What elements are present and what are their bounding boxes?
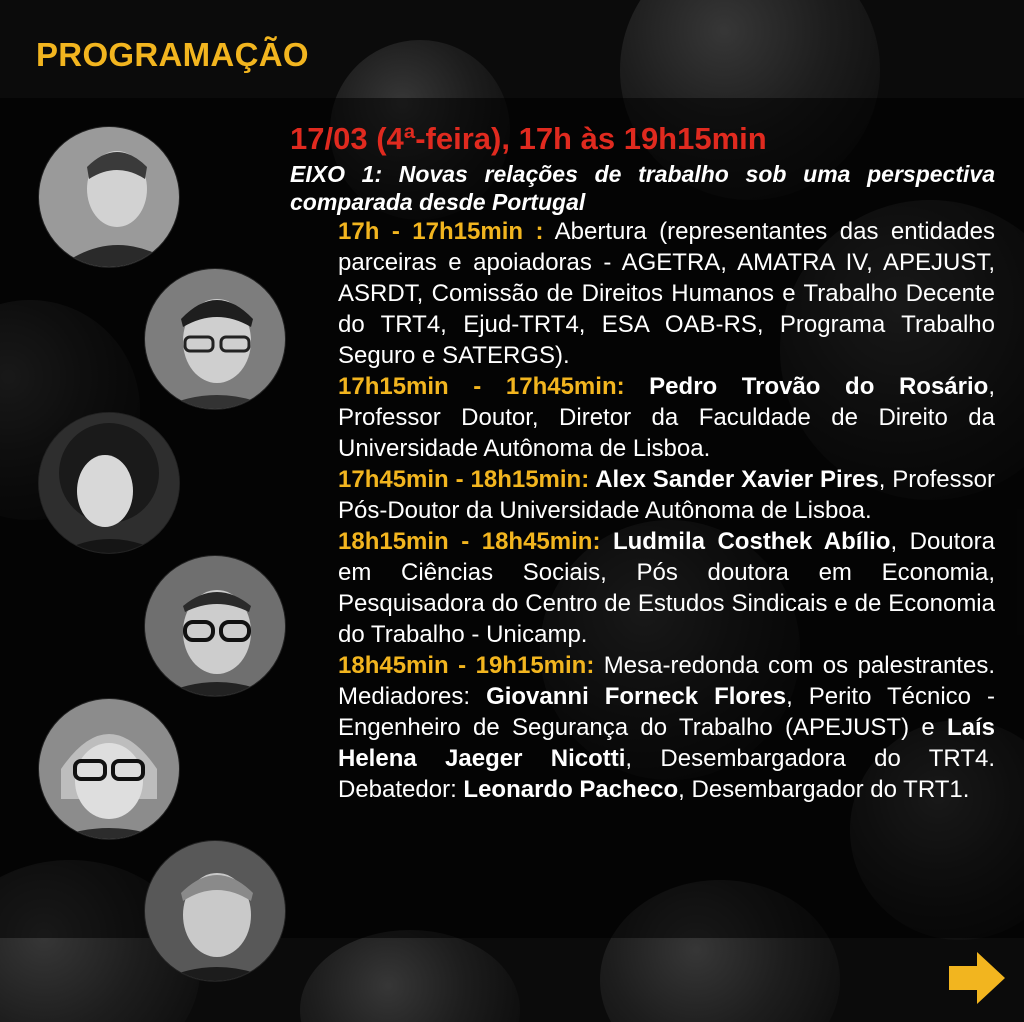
debater-bio: , Desembargador do TRT1.: [678, 776, 970, 803]
schedule-list: [338, 216, 995, 805]
speaker-name: Pedro Trovão do Rosário: [624, 373, 989, 400]
schedule-time: 17h45min - 18h15min:: [338, 466, 590, 493]
schedule-time: 18h15min - 18h45min:: [338, 528, 601, 555]
person-icon: [39, 413, 179, 553]
arrow-right-icon: [947, 950, 1007, 1006]
schedule-item-speaker-1: [338, 371, 995, 464]
person-icon: [39, 699, 179, 839]
mediator-name: Laís Helena Jaeger Nicotti: [338, 714, 995, 772]
person-icon: [145, 841, 285, 981]
speaker-name: Alex Sander Xavier Pires: [589, 466, 879, 493]
speaker-bio: , Professor Doutor, Diretor da Faculdade de Direito da Universidade Autônoma de Lisboa.: [338, 373, 995, 462]
eixo-title: EIXO 1: Novas relações de trabalho sob uma perspectiva comparada desde Portugal: [290, 161, 995, 215]
speaker-photo-1: [38, 126, 180, 268]
schedule-item-speaker-2: [338, 464, 995, 526]
roundtable-text: Mesa-redonda com os palestrantes. Mediadores:: [338, 652, 995, 710]
page-title: PROGRAMAÇÃO: [36, 36, 309, 73]
schedule-time: 18h45min - 19h15min:: [338, 652, 595, 679]
person-icon: [145, 269, 285, 409]
speaker-photo-2: [144, 268, 286, 410]
next-arrow-button[interactable]: [947, 950, 1007, 1006]
mediator-bio: , Desembargadora do TRT4. Debatedor:: [338, 745, 996, 803]
speaker-photo-4: [144, 555, 286, 697]
debater-name: Leonardo Pacheco: [463, 776, 679, 803]
virus-decoration: [300, 930, 520, 1022]
schedule-item-speaker-3: [338, 526, 995, 650]
mediator-name: Giovanni Forneck Flores: [486, 683, 787, 710]
speaker-name: Ludmila Costhek Abílio: [600, 528, 891, 555]
event-date: 17/03 (4ª-feira), 17h às 19h15min: [290, 121, 767, 156]
speaker-photo-6: [144, 840, 286, 982]
speaker-bio: , Doutora em Ciências Sociais, Pós doutora em Economia, Pesquisadora do Centro de Estudos Sindicais e de Economia do Trabalho - Unicamp.: [338, 528, 995, 648]
person-icon: [39, 127, 179, 267]
speaker-photo-5: [38, 698, 180, 840]
schedule-description: Abertura (representantes das entidades parceiras e apoiadoras - AGETRA, AMATRA IV, APEJUST, ASRDT, Comissão de Direitos Humanos e Trabalho Decente do TRT4, Ejud-TRT4, ESA OAB-RS, Programa Trabalho Seguro e SATERGS).: [338, 218, 996, 369]
schedule-item-roundtable: [338, 650, 995, 805]
schedule-item-opening: [338, 216, 995, 371]
speaker-photo-3: [38, 412, 180, 554]
speaker-bio: , Professor Pós-Doutor da Universidade Autônoma de Lisboa.: [338, 466, 995, 524]
mediator-bio: , Perito Técnico - Engenheiro de Segurança do Trabalho (APEJUST) e: [338, 683, 995, 741]
program-content: [290, 120, 995, 805]
person-icon: [145, 556, 285, 696]
schedule-time: 17h - 17h15min :: [338, 218, 544, 245]
schedule-time: 17h15min - 17h45min:: [338, 373, 625, 400]
